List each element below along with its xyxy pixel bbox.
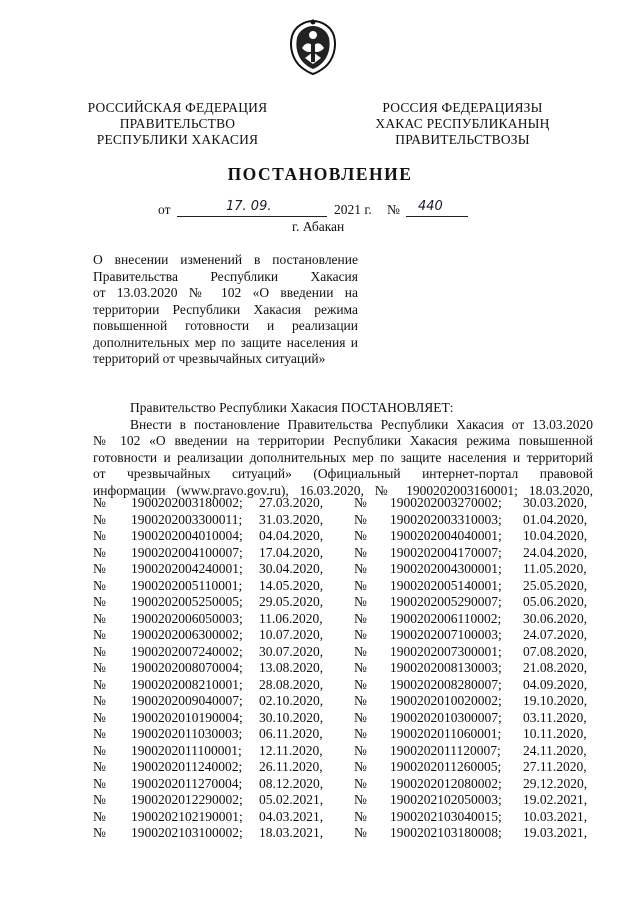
publication-number: 1900202008210001; (131, 676, 243, 692)
preamble: Правительство Республики Хакасия ПОСТАНОВЛЯЕТ: (130, 400, 454, 415)
number-sign: № (354, 742, 367, 758)
publication-list (93, 495, 593, 842)
header-right-line: ХАКАС РЕСПУБЛИКАНЫҢ (375, 116, 550, 131)
number-sign: № (93, 577, 106, 593)
publication-date: 31.03.2020, (259, 511, 324, 527)
subject-line: территорий от чрезвычайных ситуаций» (93, 351, 326, 366)
publication-date: 18.03.2021, (259, 825, 324, 840)
publication-row (93, 743, 593, 760)
publication-number: 1900202004170007; (390, 544, 502, 560)
publication-number: 1900202011120007; (390, 742, 501, 758)
publication-number: 1900202012080002; (390, 775, 502, 791)
publication-row (93, 495, 593, 512)
header-left-line: РЕСПУБЛИКИ ХАКАСИЯ (96, 132, 259, 147)
publication-date: 19.03.2021, (523, 825, 588, 840)
number-sign: № (354, 643, 367, 659)
publication-number: 1900202003270002; (390, 495, 502, 510)
publication-number: 1900202006050003; (131, 610, 243, 626)
number-sign: № (354, 693, 367, 708)
publication-row (93, 759, 593, 776)
publication-number: 1900202006110002; (390, 610, 502, 626)
number-sign: № (93, 528, 106, 543)
number-sign: № (93, 561, 106, 576)
number-sign: № (354, 495, 367, 510)
publication-date: 14.05.2020, (259, 577, 324, 593)
publication-date: 30.03.2020, (523, 495, 588, 510)
number-sign: № (354, 577, 367, 593)
publication-number: 1900202009040007; (131, 693, 243, 708)
number-sign: № (354, 825, 367, 840)
header-left-line: ПРАВИТЕЛЬСТВО (119, 116, 236, 131)
number-sign: № (93, 676, 106, 692)
publication-number: 1900202008280007; (390, 676, 502, 692)
number-sign: № (354, 528, 367, 543)
publication-date: 10.07.2020, (259, 627, 324, 642)
number-sign: № (354, 544, 367, 560)
publication-number: 1900202010020002; (390, 693, 502, 708)
publication-date: 27.11.2020, (523, 759, 587, 774)
number-sign: № (93, 495, 106, 510)
publication-number: 1900202004300001; (390, 561, 502, 576)
publication-number: 1900202004240001; (131, 561, 243, 576)
publication-date: 24.04.2020, (523, 544, 588, 560)
publication-number: 1900202007240002; (131, 643, 243, 659)
publication-date: 05.06.2020, (523, 594, 588, 609)
publication-number: 1900202006300002; (131, 627, 243, 642)
coat-of-arms-icon (287, 18, 339, 76)
publication-date: 04.03.2021, (259, 808, 324, 824)
publication-date: 19.02.2021, (523, 792, 588, 807)
publication-row (93, 644, 593, 661)
number-sign: № (354, 594, 367, 609)
publication-row (93, 809, 593, 826)
number-sign: № (93, 775, 106, 791)
publication-date: 03.11.2020, (523, 709, 587, 725)
number-sign: № (354, 759, 367, 774)
handwritten-number: 440 (418, 199, 443, 214)
number-sign: № (354, 792, 367, 807)
number-sign: № (354, 610, 367, 626)
publication-number: 1900202011270004; (131, 775, 243, 791)
publication-number: 1900202011060001; (390, 726, 502, 741)
publication-number: 1900202005250005; (131, 594, 243, 609)
publication-number: 1900202003310003; (390, 511, 502, 527)
number-sign: № (93, 693, 106, 708)
publication-date: 30.07.2020, (259, 643, 324, 659)
number-sign: № (354, 808, 367, 824)
number-underline (406, 216, 468, 217)
number-label: № (387, 202, 400, 217)
publication-date: 10.04.2020, (523, 528, 588, 543)
publication-date: 11.05.2020, (523, 561, 587, 576)
publication-number: 1900202004040001; (390, 528, 502, 543)
number-sign: № (354, 660, 367, 675)
number-sign: № (93, 544, 106, 560)
publication-date: 24.11.2020, (523, 742, 587, 758)
publication-row (93, 660, 593, 677)
number-sign: № (93, 825, 106, 840)
number-sign: № (93, 643, 106, 659)
publication-date: 04.09.2020, (523, 676, 588, 692)
publication-number: 1900202007300001; (390, 643, 502, 659)
subject-line: повышенной готовности и реализации (93, 318, 358, 333)
publication-number: 1900202011030003; (131, 726, 243, 741)
publication-number: 1900202011100001; (131, 742, 242, 758)
number-sign: № (93, 594, 106, 609)
publication-row (93, 561, 593, 578)
subject-line: Правительства Республики Хакасия (93, 268, 358, 284)
body-line: от чрезвычайных ситуаций» (Официальный интернет-портал правовой (93, 466, 593, 481)
publication-number: 1900202012290002; (131, 792, 243, 807)
publication-row (93, 776, 593, 793)
body-line: № 102 «О введении на территории Республики Хакасия режима повышенной (93, 433, 593, 448)
publication-date: 30.06.2020, (523, 610, 588, 626)
number-sign: № (93, 627, 106, 642)
publication-row (93, 512, 593, 529)
publication-number: 1900202008130003; (390, 660, 502, 675)
publication-date: 21.08.2020, (523, 660, 588, 675)
publication-row (93, 677, 593, 694)
header-left-line: РОССИЙСКАЯ ФЕДЕРАЦИЯ (87, 100, 268, 115)
publication-number: 1900202005110001; (131, 577, 243, 593)
header-right-line: РОССИЯ ФЕДЕРАЦИЯЗЫ (382, 100, 543, 115)
publication-number: 1900202003300011; (131, 511, 243, 527)
header-right-line: ПРАВИТЕЛЬСТВОЗЫ (395, 132, 530, 147)
number-sign: № (354, 676, 367, 692)
number-sign: № (354, 709, 367, 725)
publication-date: 17.04.2020, (259, 544, 324, 560)
number-sign: № (354, 511, 367, 527)
number-sign: № (93, 759, 106, 774)
publication-date: 28.08.2020, (259, 676, 324, 692)
header-right (355, 100, 570, 148)
publication-number: 1900202010300007; (390, 709, 502, 725)
publication-number: 1900202003180002; (131, 495, 243, 510)
number-sign: № (93, 792, 106, 807)
number-sign: № (93, 610, 106, 626)
number-sign: № (354, 561, 367, 576)
number-sign: № (354, 775, 367, 791)
document-body (93, 400, 593, 499)
body-line: Внести в постановление Правительства Республики Хакасия от 13.03.2020 (130, 416, 593, 432)
document-subject (93, 252, 358, 368)
date-year: 2021 г. (334, 202, 372, 217)
subject-line: от 13.03.2020 № 102 «О введении на (93, 285, 358, 300)
publication-row (93, 792, 593, 809)
publication-date: 29.12.2020, (523, 775, 588, 791)
publication-row (93, 611, 593, 628)
subject-line: дополнительных мер по защите населения и (93, 334, 358, 350)
publication-date: 11.06.2020, (259, 610, 323, 626)
publication-date: 12.11.2020, (259, 742, 323, 758)
publication-row (93, 693, 593, 710)
document-title: ПОСТАНОВЛЕНИЕ (227, 164, 413, 184)
publication-number: 1900202005140001; (390, 577, 502, 593)
publication-date: 19.10.2020, (523, 693, 588, 708)
publication-number: 1900202011260005; (390, 759, 502, 774)
publication-number: 1900202103180008; (390, 825, 502, 840)
publication-row (93, 825, 593, 842)
publication-row (93, 545, 593, 562)
publication-date: 13.08.2020, (259, 660, 324, 675)
publication-row (93, 710, 593, 727)
publication-number: 1900202010190004; (131, 709, 243, 725)
publication-date: 29.05.2020, (259, 594, 324, 609)
publication-date: 01.04.2020, (523, 511, 588, 527)
publication-number: 1900202102190001; (131, 808, 243, 824)
publication-date: 30.10.2020, (259, 709, 324, 725)
subject-line: территории Республики Хакасия режима (93, 301, 358, 317)
publication-date: 25.05.2020, (523, 577, 588, 593)
publication-date: 05.02.2021, (259, 792, 324, 807)
body-line: информации (www.pravo.gov.ru), 16.03.2020, № 1900202003160001; 18.03.2020, (93, 482, 593, 498)
date-from-label: от (158, 202, 171, 217)
body-line: готовности и реализации дополнительных мер по защите населения и территорий (93, 449, 593, 465)
publication-number: 1900202004010004; (131, 528, 243, 543)
publication-date: 06.11.2020, (259, 726, 323, 741)
publication-number: 1900202102050003; (390, 792, 502, 807)
number-sign: № (354, 726, 367, 741)
publication-number: 1900202005290007; (390, 594, 502, 609)
header-left (70, 100, 285, 148)
publication-number: 1900202007100003; (390, 627, 502, 642)
publication-row (93, 528, 593, 545)
number-sign: № (354, 627, 367, 642)
number-sign: № (93, 660, 106, 675)
publication-date: 10.03.2021, (523, 808, 588, 824)
publication-date: 10.11.2020, (523, 726, 587, 741)
publication-row (93, 594, 593, 611)
date-underline (177, 216, 327, 217)
subject-line: О внесении изменений в постановление (93, 252, 358, 267)
publication-row (93, 578, 593, 595)
publication-number: 1900202004100007; (131, 544, 243, 560)
publication-date: 30.04.2020, (259, 561, 324, 576)
handwritten-date: 17. 09. (226, 199, 272, 214)
publication-row (93, 726, 593, 743)
number-sign: № (93, 742, 106, 758)
publication-date: 08.12.2020, (259, 775, 324, 791)
number-sign: № (93, 709, 106, 725)
number-sign: № (93, 808, 106, 824)
publication-date: 24.07.2020, (523, 627, 588, 642)
publication-number: 1900202103040015; (390, 808, 502, 824)
publication-date: 26.11.2020, (259, 759, 323, 774)
publication-date: 27.03.2020, (259, 495, 324, 510)
number-sign: № (93, 726, 106, 741)
publication-date: 04.04.2020, (259, 528, 324, 543)
city-label: г. Абакан (292, 219, 345, 234)
publication-number: 1900202011240002; (131, 759, 243, 774)
publication-row (93, 627, 593, 644)
publication-date: 02.10.2020, (259, 693, 324, 708)
number-sign: № (93, 511, 106, 527)
publication-date: 07.08.2020, (523, 643, 588, 659)
publication-number: 1900202103100002; (131, 825, 243, 840)
publication-number: 1900202008070004; (131, 660, 243, 675)
